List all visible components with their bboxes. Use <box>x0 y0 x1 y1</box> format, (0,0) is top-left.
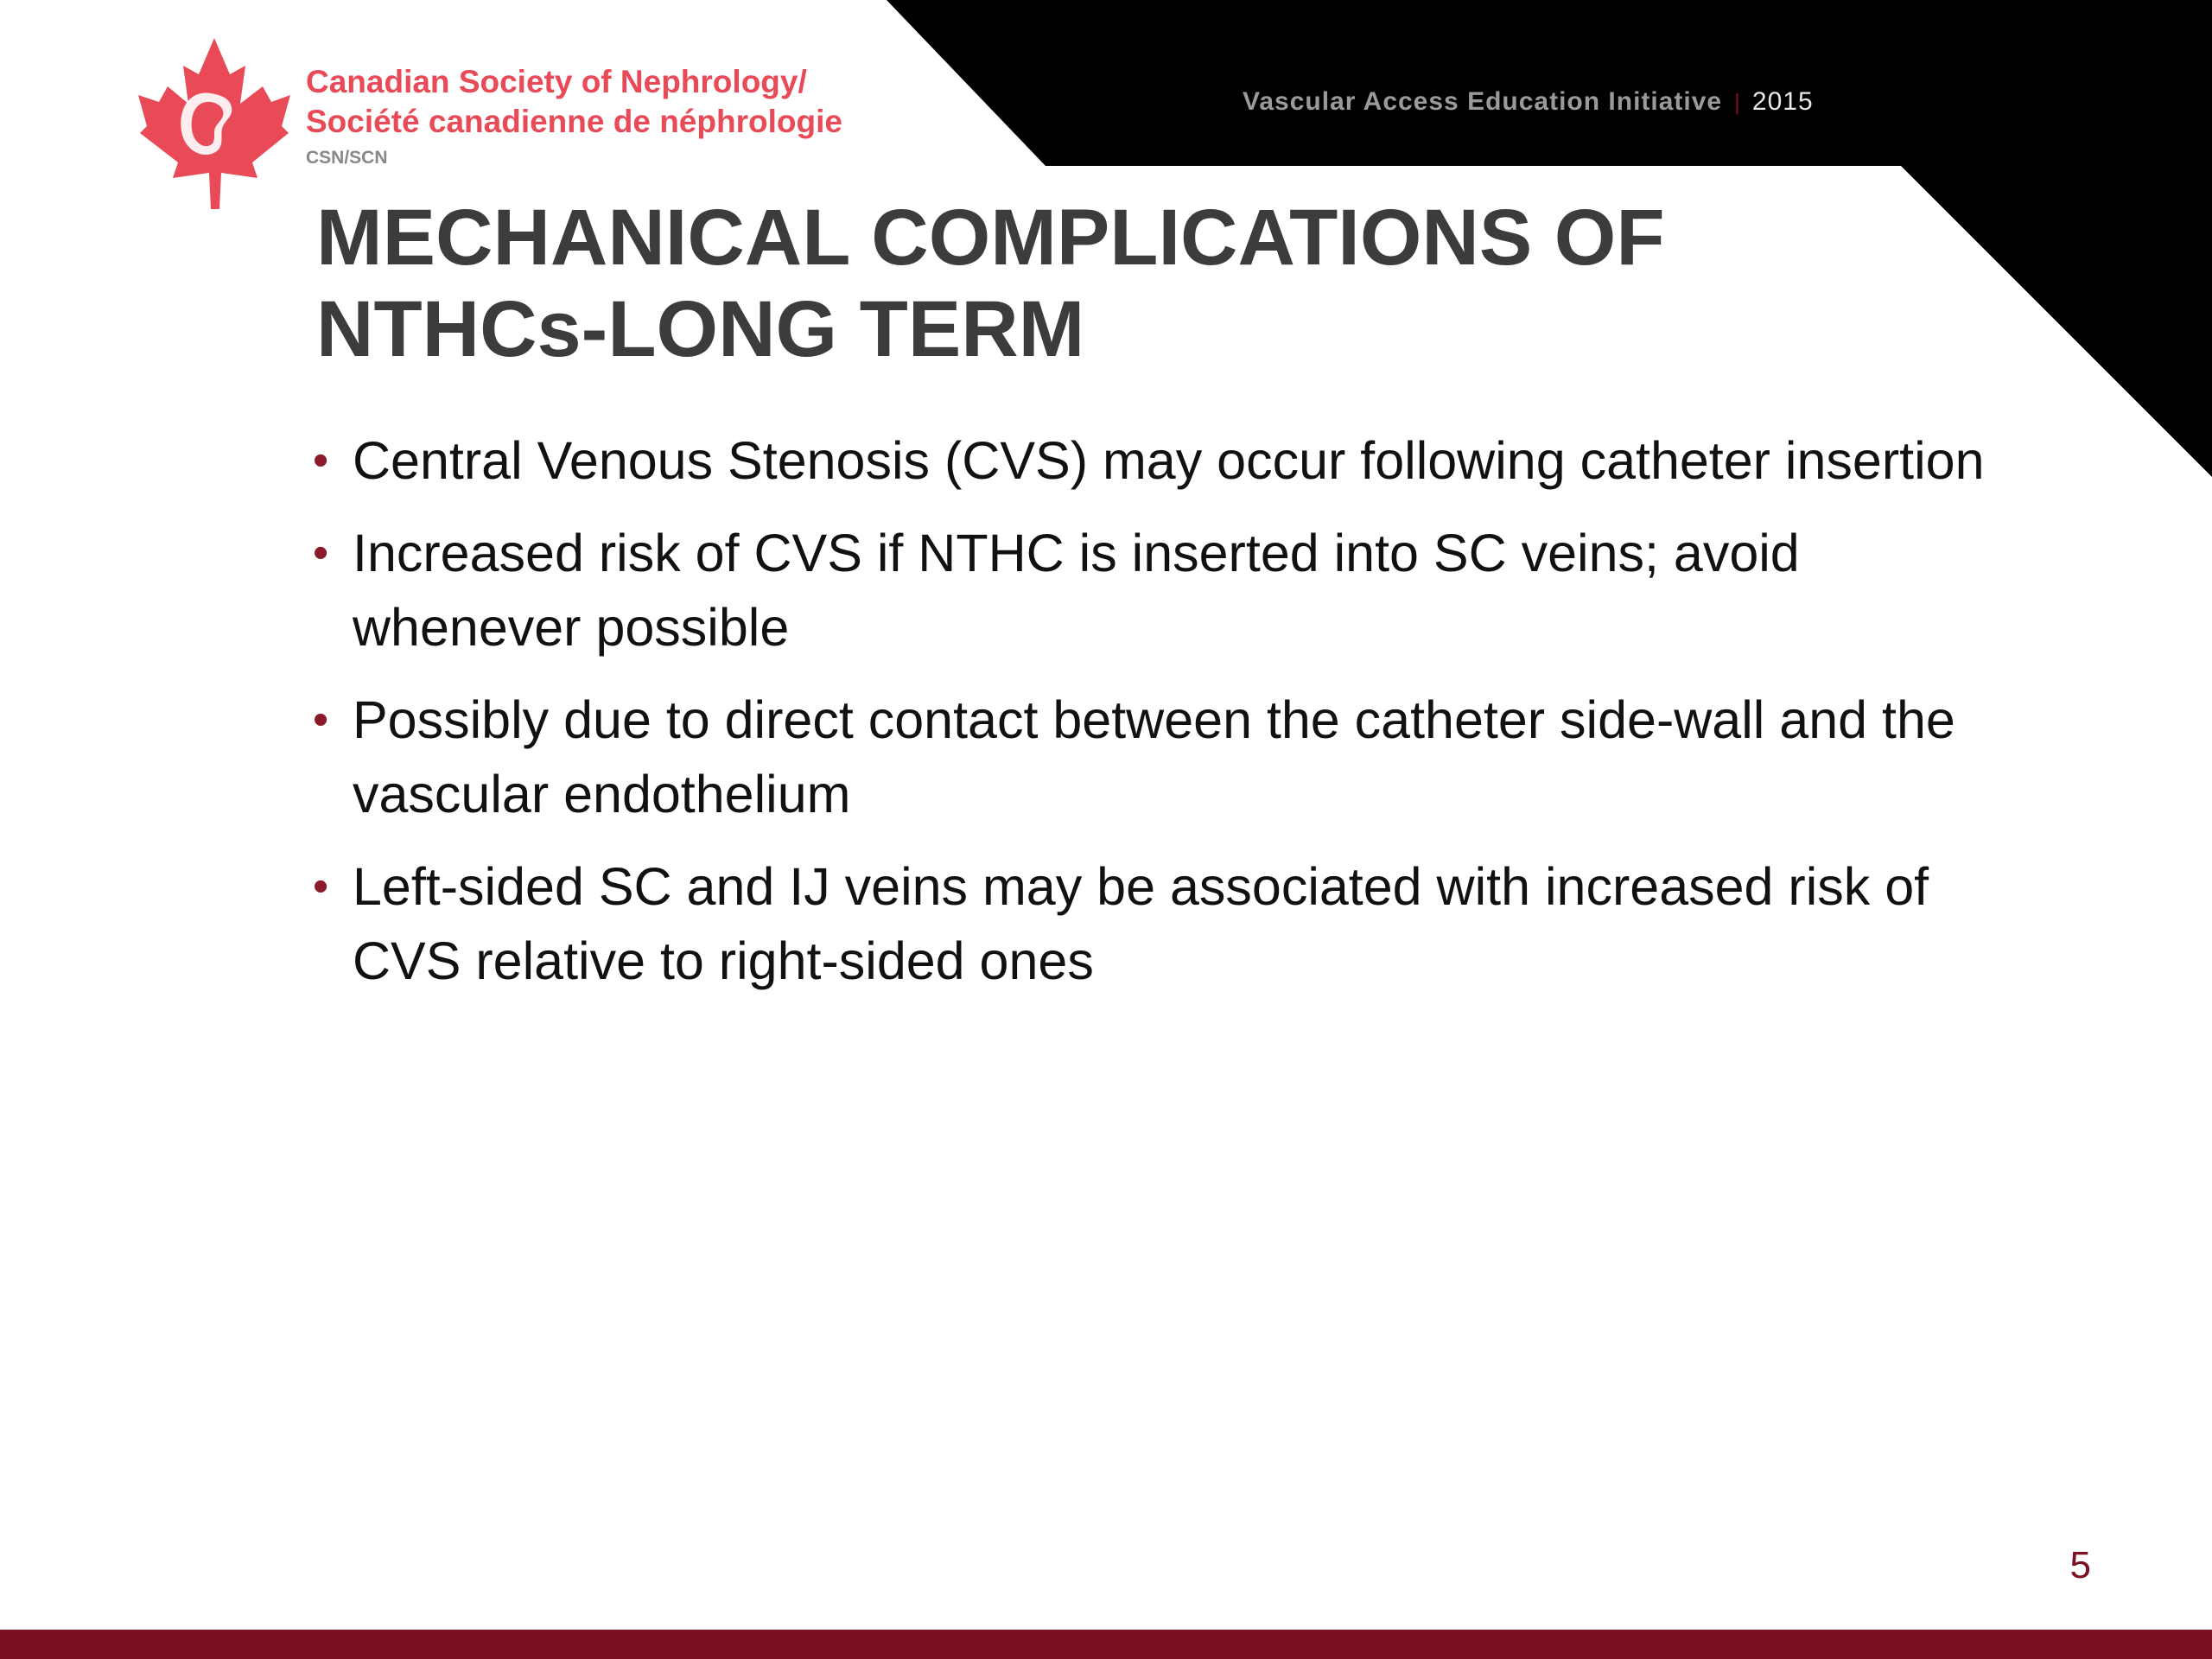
logo-name-en: Canadian Society of Nephrology/ <box>306 64 807 99</box>
header-organization: Vascular Access Education Initiative <box>1243 87 1723 116</box>
footer-bar <box>0 1630 2212 1659</box>
maple-leaf-kidney-icon <box>137 36 292 209</box>
bullet-marker: • <box>313 695 329 745</box>
bullet-marker: • <box>313 435 329 486</box>
logo-name-fr: Société canadienne de néphrologie <box>306 104 842 139</box>
bullet-item <box>311 849 2022 998</box>
bullet-marker: • <box>313 861 329 912</box>
bullet-text: Central Venous Stenosis (CVS) may occur following catheter insertion <box>353 431 1985 490</box>
bullet-text: Increased risk of CVS if NTHC is inserted into SC veins; avoid whenever possible <box>353 524 1800 657</box>
slide-title: MECHANICAL COMPLICATIONS OF NTHCs-LONG TERM <box>316 194 1665 373</box>
bullet-text: Left-sided SC and IJ veins may be associated with increased risk of CVS relative to right-sided ones <box>353 857 1929 990</box>
page-number: 5 <box>2069 1544 2091 1586</box>
bullet-marker: • <box>313 528 329 578</box>
header-separator: | <box>1734 89 1740 115</box>
header-meta <box>1243 85 1814 119</box>
bullet-item <box>311 683 2022 831</box>
bullet-list <box>311 423 2022 1016</box>
bullet-item <box>311 423 2022 498</box>
header-year: 2015 <box>1751 87 1814 116</box>
bullet-item <box>311 516 2022 664</box>
logo-abbreviation: CSN/SCN <box>306 148 388 168</box>
bullet-text: Possibly due to direct contact between the catheter side-wall and the vascular endothelium <box>353 690 1955 823</box>
society-logo <box>137 36 1001 209</box>
